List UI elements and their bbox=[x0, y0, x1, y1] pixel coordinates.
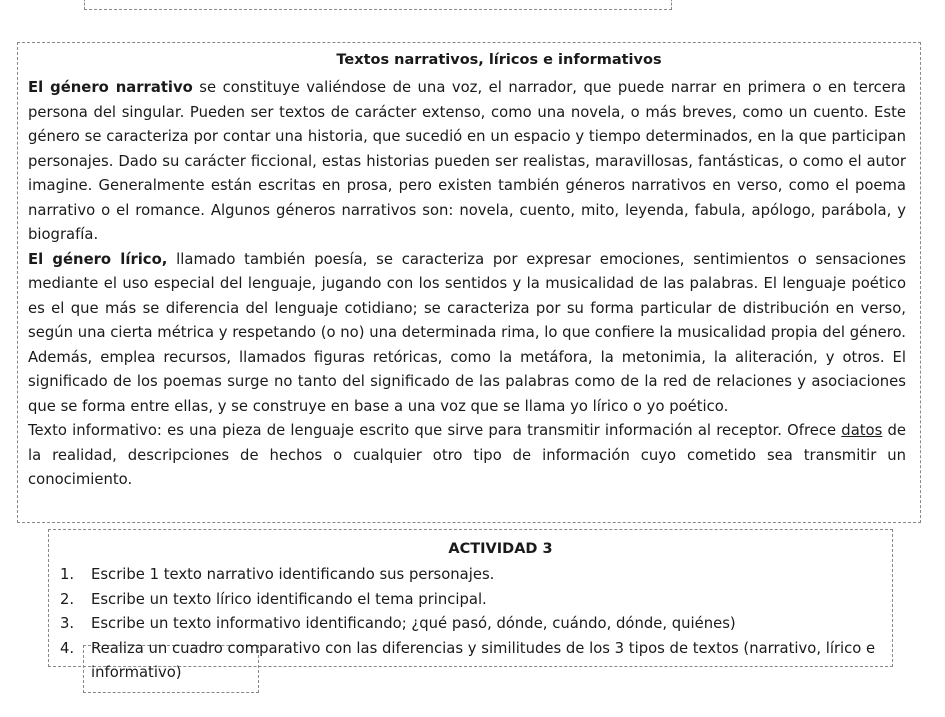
activity-item-text: Escribe un texto lírico identificando el tema principal. bbox=[91, 590, 487, 608]
activity-item bbox=[60, 563, 900, 588]
narrativo-body: se constituye valiéndose de una voz, el narrador, que puede narrar en primera o en tercera persona del singular. Pueden ser textos de carácter extenso, como una novela, o más breves, como un cuento. Este género se caracteriza por contar una historia, que sucedió en un espacio y tiempo determinados, en la que participan personajes. Dado su carácter ficcional, estas historias pueden ser realistas, maravillosas, fantásticas, o como el autor imagine. Generalmente están escritas en prosa, pero existen también géneros narrativos en verso, como el poema narrativo o el romance. Algunos géneros narrativos son: novela, cuento, mito, leyenda, fabula, apólogo, parábola, y biografía. bbox=[28, 79, 907, 243]
informativo-body-start: Texto informativo: es una pieza de lenguaje escrito que sirve para transmitir información al receptor. Ofrece bbox=[28, 422, 842, 439]
activity-list bbox=[60, 563, 900, 686]
activity-item-number: 2. bbox=[60, 590, 75, 608]
paragraph-narrativo bbox=[28, 76, 906, 248]
activity-item-number: 4. bbox=[60, 639, 75, 657]
activity-item-text: Realiza un cuadro comparativo con las diferencias y similitudes de los 3 tipos de textos (narrativo, lírico e informativo) bbox=[91, 639, 876, 681]
lirico-body: llamado también poesía, se caracteriza por expresar emociones, sentimientos o sensaciones mediante el uso especial del lenguaje, jugando con los sentidos y la musicalidad de las palabras. El lenguaje poético es el que más se diferencia del lenguaje cotidiano; se caracteriza por su forma particular de distribución en verso, según una cierta métrica y respetando (o no) una determinada rima, lo que confiere la musicalidad propia del género. Además, emplea recursos, llamados figuras retóricas, como la metáfora, la metonimia, la aliteración, y otros. El significado de los poemas surge no tanto del significado de las palabras como de la red de relaciones y asociaciones que se forma entre ellas, y se construye en base a una voz que se llama yo lírico o yo poético. bbox=[28, 250, 906, 415]
activity-item-text: Escribe un texto informativo identificando; ¿qué pasó, dónde, cuándo, dónde, quiénes) bbox=[91, 615, 736, 632]
activity-item bbox=[60, 588, 900, 613]
activity-item bbox=[60, 612, 900, 637]
narrativo-lead: El género narrativo bbox=[28, 79, 193, 96]
activity-title: ACTIVIDAD 3 bbox=[448, 541, 553, 557]
lirico-lead: El género lírico, bbox=[28, 250, 168, 268]
activity-item bbox=[60, 637, 900, 686]
top-dashed-frame bbox=[84, 0, 672, 10]
paragraph-lirico bbox=[28, 248, 906, 420]
informativo-body-end: de la realidad, descripciones de hechos o cualquier otro tipo de información cuyo cometido sea transmitir un conocimiento. bbox=[28, 422, 907, 488]
activity-item-number: 1. bbox=[60, 566, 75, 583]
activity-item-text: Escribe 1 texto narrativo identificando sus personajes. bbox=[91, 566, 495, 583]
informativo-underlined-word: datos bbox=[841, 422, 883, 439]
main-text-body bbox=[28, 76, 906, 493]
paragraph-informativo bbox=[28, 419, 906, 493]
activity-item-number: 3. bbox=[60, 615, 75, 632]
main-title: Textos narrativos, líricos e informativos bbox=[336, 52, 662, 68]
